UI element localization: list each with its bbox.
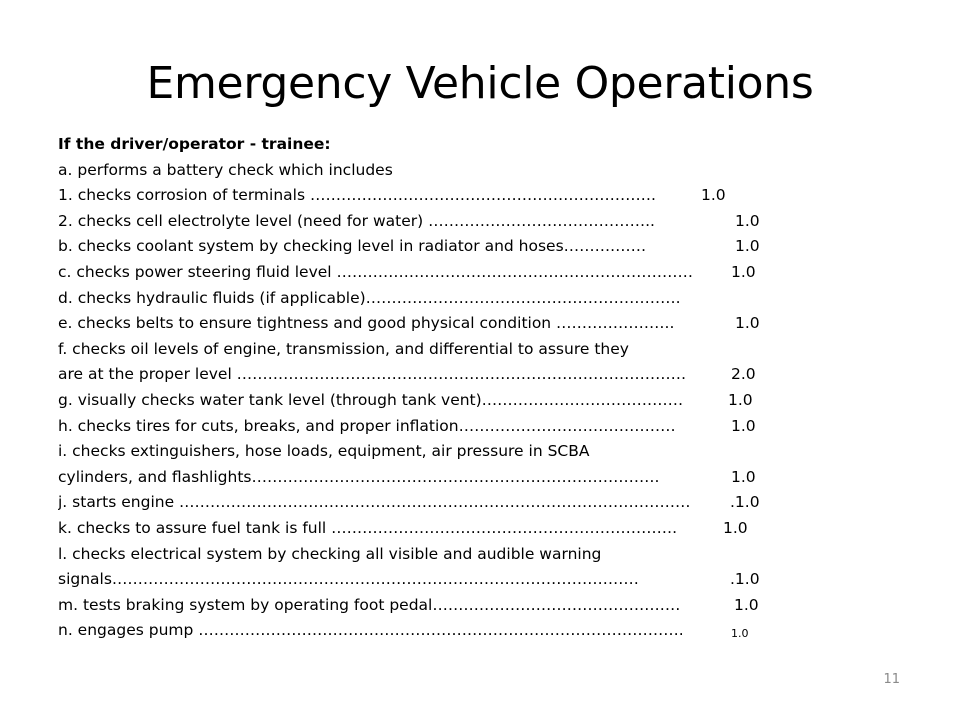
checklist-item-score: 2.0 (731, 365, 756, 384)
checklist-line-a1 (58, 183, 858, 209)
checklist-line-j (58, 490, 858, 516)
checklist-line-h (58, 414, 858, 440)
checklist-item-text: a. performs a battery check which includes (58, 160, 393, 179)
checklist-item-score: .1.0 (730, 493, 760, 512)
checklist-line-e (58, 311, 858, 337)
checklist-item-text: 2. checks cell electrolyte level (need for water) …………………………………….. (58, 211, 655, 230)
checklist-line-k (58, 516, 858, 542)
checklist-line-i-cont (58, 465, 858, 491)
checklist-line-c (58, 260, 858, 286)
checklist (58, 132, 858, 644)
checklist-line-l (58, 542, 858, 568)
checklist-line-d (58, 286, 858, 312)
slide-title: Emergency Vehicle Operations (146, 58, 814, 109)
checklist-item-score: 1.0 (728, 390, 753, 409)
checklist-line-m (58, 593, 858, 619)
checklist-line-b (58, 234, 858, 260)
checklist-item-text: c. checks power steering fluid level …………………………………………………………… (58, 262, 694, 281)
checklist-item-score: 1.0 (735, 237, 760, 256)
slide-number: 11 (883, 672, 900, 687)
checklist-item-score: 1.0 (731, 627, 749, 641)
checklist-line-n (58, 618, 858, 644)
checklist-line-f (58, 337, 858, 363)
checklist-item-score: 1.0 (734, 595, 759, 614)
checklist-line-f-cont (58, 362, 858, 388)
checklist-item-text: d. checks hydraulic fluids (if applicable)……………………………………………………. (58, 288, 681, 307)
checklist-item-text: i. checks extinguishers, hose loads, equipment, air pressure in SCBA (58, 442, 590, 461)
checklist-line-l-cont (58, 567, 858, 593)
checklist-heading: If the driver/operator - trainee: (58, 135, 331, 153)
checklist-item-text: f. checks oil levels of engine, transmission, and differential to assure they (58, 339, 629, 358)
checklist-item-text: g. visually checks water tank level (through tank vent)………………………………… (58, 390, 684, 409)
checklist-line-a (58, 158, 858, 184)
checklist-item-score: 1.0 (735, 314, 760, 333)
checklist-item-text: 1. checks corrosion of terminals …………………………………………………………. (58, 186, 656, 205)
checklist-item-text: b. checks coolant system by checking level in radiator and hoses……….…… (58, 237, 647, 256)
checklist-item-score: 1.0 (701, 186, 726, 205)
checklist-item-score: 1.0 (735, 211, 760, 230)
checklist-item-text: j. starts engine ……………………………………………………………………………………… (58, 493, 691, 512)
checklist-item-score: 1.0 (731, 262, 756, 281)
checklist-item-score: 1.0 (731, 467, 756, 486)
checklist-item-text: n. engages pump …………………………………………………………………………………. (58, 621, 684, 640)
checklist-item-text: cylinders, and flashlights……………………………………………………………………. (58, 467, 660, 486)
checklist-item-text: l. checks electrical system by checking all visible and audible warning (58, 544, 602, 563)
checklist-item-text: are at the proper level …………………………………………………………………………… (58, 365, 687, 384)
checklist-item-text: h. checks tires for cuts, breaks, and proper inflation…………………………………… (58, 416, 676, 435)
checklist-line-i (58, 439, 858, 465)
checklist-item-score: .1.0 (730, 570, 760, 589)
checklist-line-g (58, 388, 858, 414)
checklist-item-text: k. checks to assure fuel tank is full …………………………………………………………. (58, 518, 678, 537)
checklist-item-score: 1.0 (723, 518, 748, 537)
checklist-line-a2 (58, 209, 858, 235)
checklist-item-score: 1.0 (731, 416, 756, 435)
checklist-item-text: m. tests braking system by operating foot pedal………………………………………… (58, 595, 681, 614)
checklist-item-text: signals………………………………………………………………………………………… (58, 570, 639, 589)
checklist-item-text: e. checks belts to ensure tightness and good physical condition ………………….. (58, 314, 675, 333)
